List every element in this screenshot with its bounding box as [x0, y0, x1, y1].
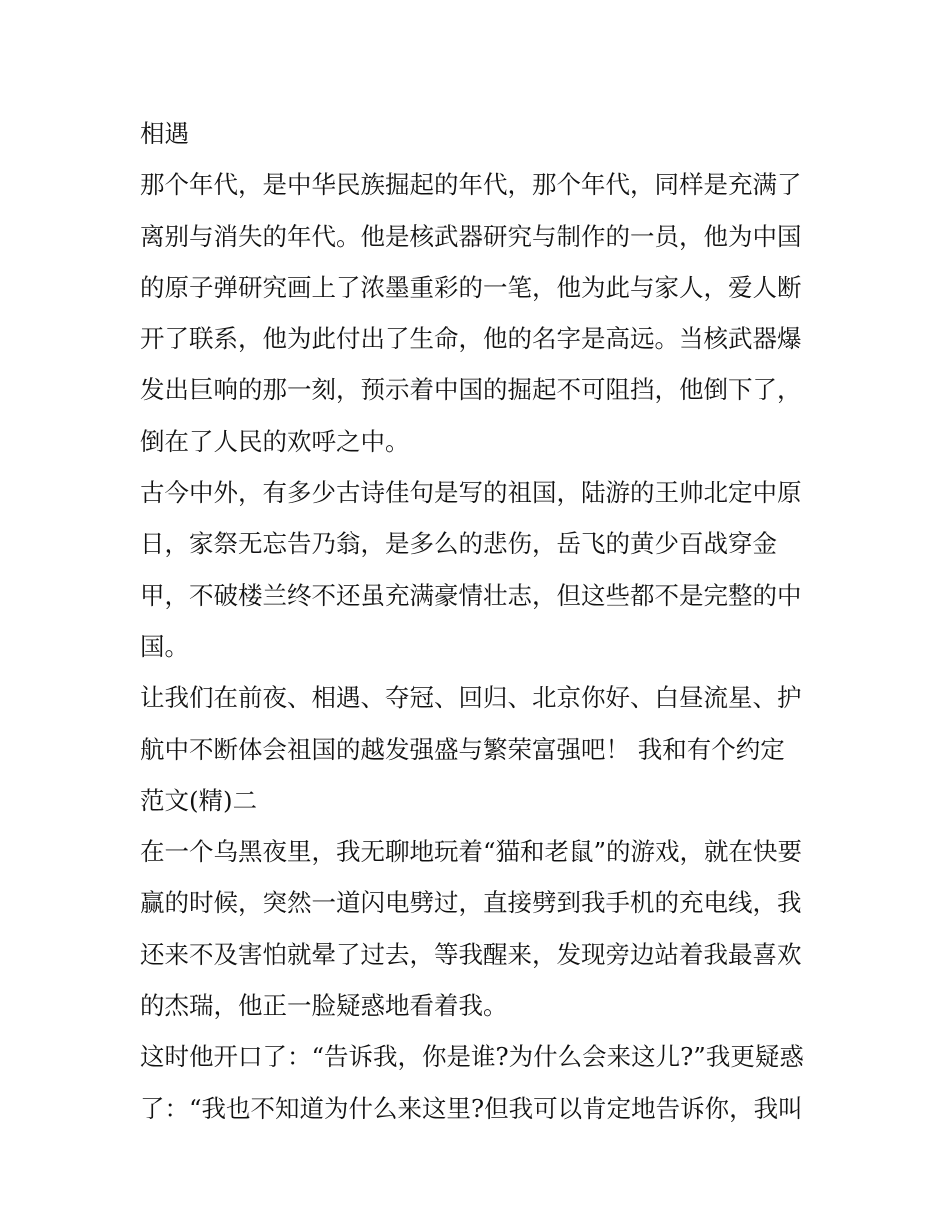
paragraph: 在一个乌黑夜里，我无聊地玩着“猫和老鼠”的游戏，就在快要 赢的时候，突然一道闪电劈过，直接劈到我手机的充电线，我 还来不及害怕就晕了过去，等我醒来，发现旁边站着我最喜欢 的杰瑞，他正一脸疑惑地看着我。 — [140, 837, 803, 1021]
paragraph: 古今中外，有多少古诗佳句是写的祖国，陆游的王帅北定中原 日，家祭无忘告乃翁，是多么的悲伤，岳飞的黄少百战穿金 甲，不破楼兰终不还虽充满豪情壮志，但这些都不是完整的中 国。 — [140, 478, 802, 661]
document-body — [140, 108, 820, 1134]
document-heading: 相遇 — [140, 119, 189, 148]
paragraph: 让我们在前夜、相遇、夺冠、回归、北京你好、白昼流星、护 航中不断体会祖国的越发强盛与繁荣富强吧！ 我和有个约定 范文(精)二 — [140, 683, 802, 815]
paragraph: 那个年代，是中华民族掘起的年代，那个年代，同样是充满了 离别与消失的年代。他是核武器研究与制作的一员，他为中国 的原子弹研究画上了浓墨重彩的一笔，他为此与家人，爱人断 开了联系，他为此付出了生命，他的名字是高远。当核武器爆 发出巨响的那一刻，预示着中国的掘起不可阻挡，他倒下了， 倒在了人民的欢呼之中。 — [140, 170, 802, 456]
paragraph: 这时他开口了：“告诉我，你是谁?为什么会来这儿?”我更疑惑 了：“我也不知道为什么来这里?但我可以肯定地告诉你，我叫 — [140, 1042, 804, 1123]
